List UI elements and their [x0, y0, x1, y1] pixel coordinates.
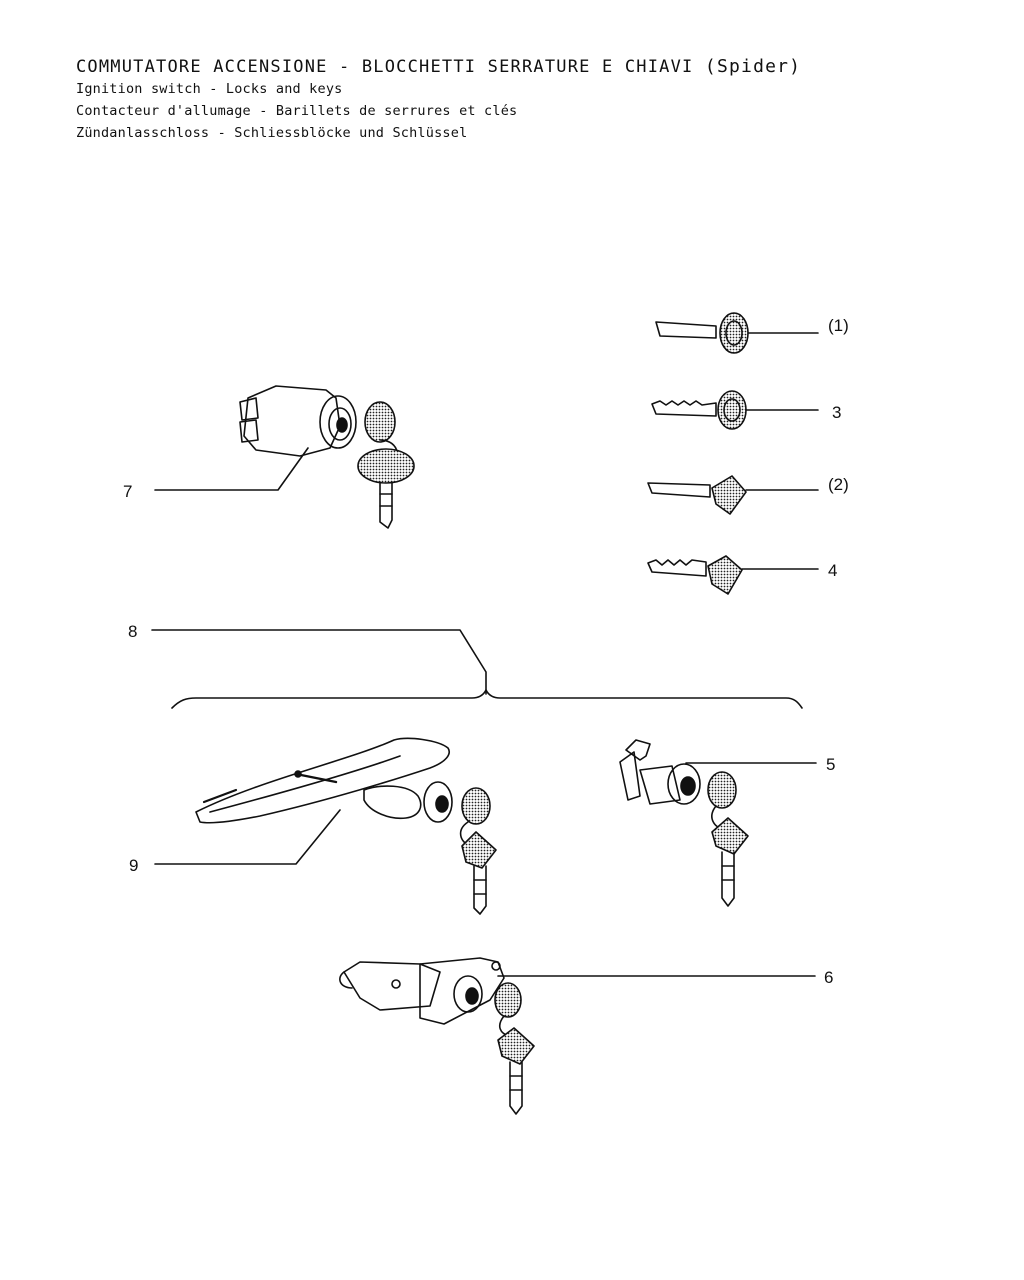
callout-1: (1)	[828, 316, 849, 335]
title-spider: (Spider)	[704, 56, 802, 77]
key-4-illustration	[648, 556, 742, 594]
callout-7: 7	[123, 482, 133, 501]
callout-4: 4	[828, 561, 838, 580]
door-handle-illustration	[196, 738, 496, 914]
callout-5: 5	[826, 755, 836, 774]
trunk-lock-illustration	[340, 958, 534, 1114]
ignition-switch-illustration	[240, 386, 414, 528]
title-english: Ignition switch - Locks and keys	[76, 81, 343, 97]
key-3-illustration	[652, 391, 746, 429]
callout-6: 6	[824, 968, 834, 987]
callout-8: 8	[128, 622, 138, 641]
bracket-group-8	[152, 630, 802, 708]
callout-3: 3	[832, 403, 842, 422]
key-1-illustration	[656, 313, 748, 353]
title-french: Contacteur d'allumage - Barillets de serrures et clés	[76, 103, 518, 119]
callout-2: (2)	[828, 475, 849, 494]
lock-cylinder-illustration	[620, 740, 748, 906]
callout-9: 9	[129, 856, 139, 875]
title-italian-text: COMMUTATORE ACCENSIONE - BLOCCHETTI SERRATURE E CHIAVI	[76, 57, 694, 77]
key-2-illustration	[648, 476, 746, 514]
title-german: Zündanlasschloss - Schliessblöcke und Schlüssel	[76, 125, 468, 141]
